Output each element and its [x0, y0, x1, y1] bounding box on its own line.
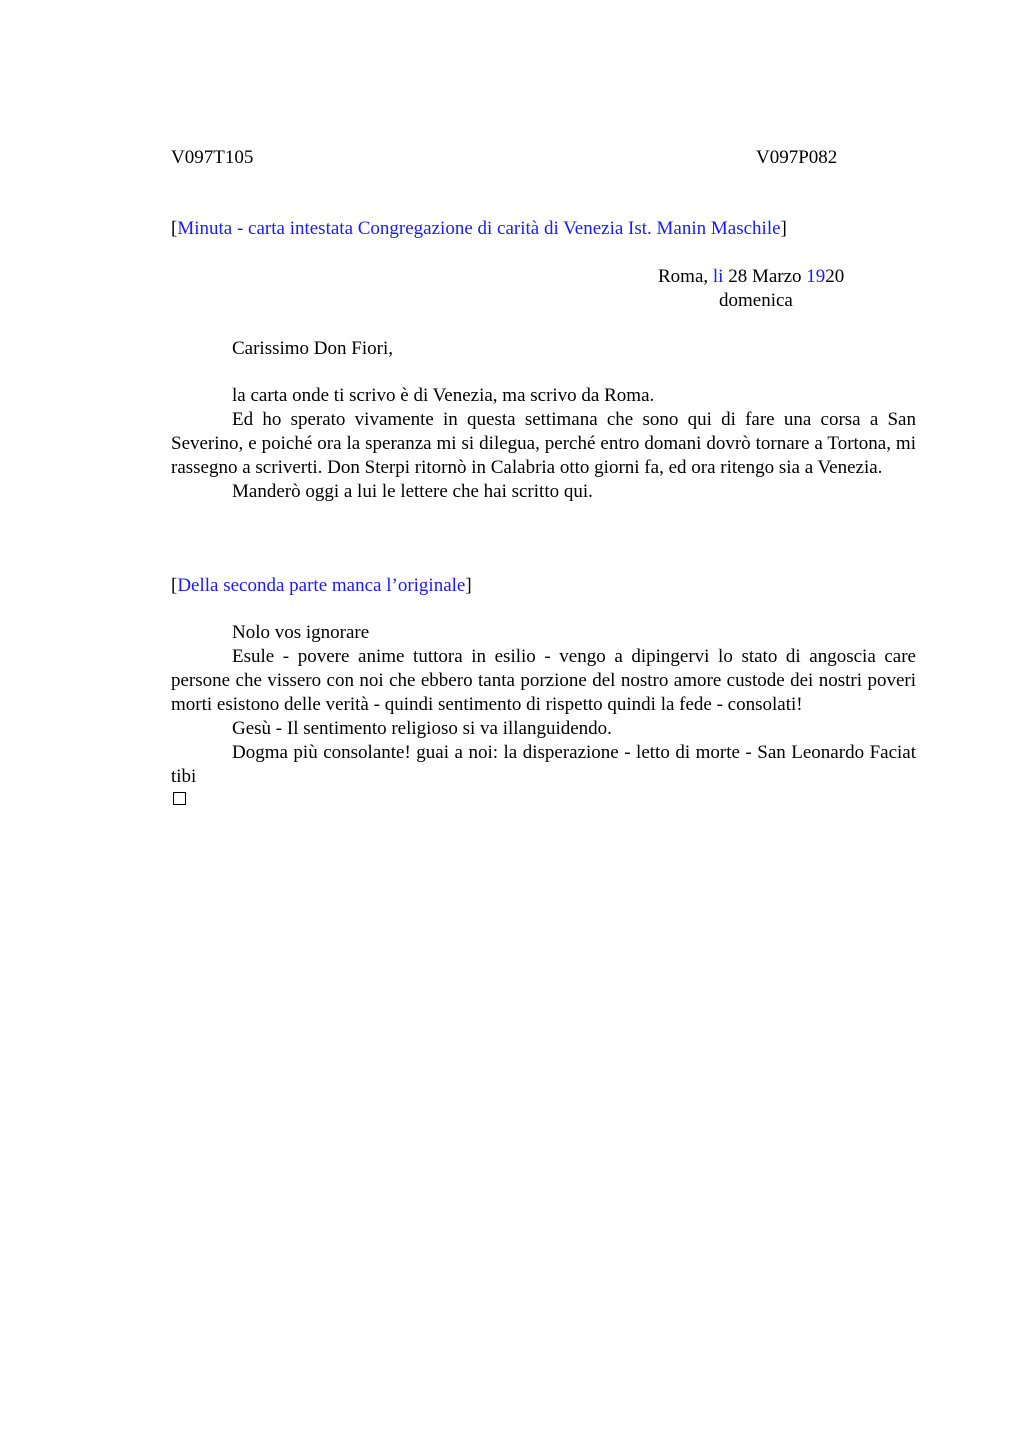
date-year-suffix: 20: [825, 266, 845, 287]
bracket-close: ]: [780, 218, 787, 239]
second-part-paragraph-3: Gesù - Il sentimento religioso si va illanguidendo.: [232, 718, 612, 739]
second-part-paragraph-4: Dogma più consolante! guai a noi: la disperazione - letto di morte - San Leonardo Faciat tibi: [171, 742, 916, 787]
date-place: Roma,: [658, 266, 713, 287]
body-paragraph-2: Ed ho sperato vivamente in questa settimana che sono qui di fare una corsa a San Severino, e poiché ora la speranza mi si dilegua, perché entro domani dovrò tornare a Tortona, mi rassegno a scriverti. Don Sterpi ritornò in Calabria otto giorni fa, ed ora ritengo sia a Venezia.: [171, 409, 916, 478]
editorial-note-second-part: [171, 574, 472, 598]
second-part-body: [171, 621, 916, 789]
bracket-open: [: [171, 218, 178, 239]
salutation: Carissimo Don Fiori,: [232, 338, 393, 359]
date-day-month: 28 Marzo: [723, 266, 807, 287]
date-year-prefix: 19: [806, 266, 826, 287]
second-part-line-1: Nolo vos ignorare: [232, 622, 370, 643]
date-li: li: [712, 266, 724, 287]
editorial-note-text: Della seconda parte manca l’originale: [177, 575, 466, 596]
right-document-code: V097P082: [756, 147, 838, 168]
second-part-paragraph-2: Esule - povere anime tuttora in esilio - vengo a dipingervi lo stato di angoscia care persone che vissero con noi che ebbero tanta porzione del nostro amore custode dei nostri poveri morti esistono delle verità - quindi sentimento di rispetto quindi la fede - consolati!: [171, 646, 916, 715]
body-paragraph-3: Manderò oggi a lui le lettere che hai scritto qui.: [232, 481, 593, 502]
left-document-code: V097T105: [171, 147, 254, 168]
letter-body: [171, 384, 916, 504]
empty-square-glyph: [173, 792, 186, 805]
dateline: [658, 265, 844, 289]
bracket-close: ]: [465, 575, 472, 596]
editorial-note-text: Minuta - carta intestata Congregazione di carità di Venezia Ist. Manin Maschile: [177, 218, 781, 239]
editorial-note-header: [171, 217, 787, 241]
date-weekday: domenica: [719, 290, 793, 311]
body-paragraph-1: la carta onde ti scrivo è di Venezia, ma scrivo da Roma.: [232, 385, 655, 406]
bracket-open: [: [171, 575, 178, 596]
